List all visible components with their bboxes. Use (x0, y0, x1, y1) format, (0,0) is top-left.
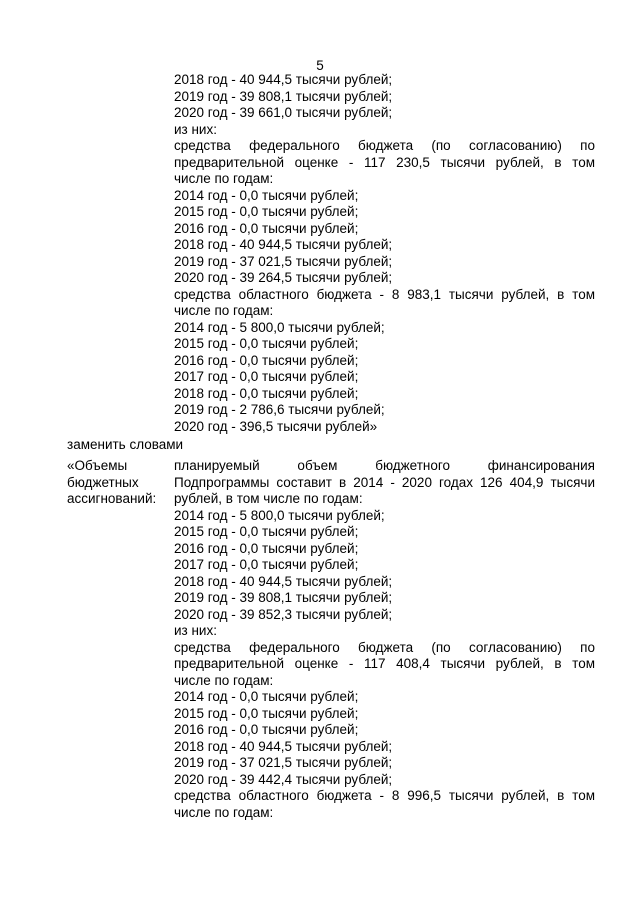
text-line: 2019 год - 39 808,1 тысячи рублей; (174, 590, 393, 605)
text-line: 2017 год - 0,0 тысячи рублей; (174, 557, 359, 572)
text-line: 2015 год - 0,0 тысячи рублей; (174, 524, 359, 539)
text-line: числе по годам: (174, 804, 274, 820)
replace-instruction: заменить словами (67, 437, 184, 452)
text-line: предварительной оценке - 117 230,5 тысячи рублей, в том (174, 154, 595, 170)
text-line: 2014 год - 0,0 тысячи рублей; (174, 187, 359, 203)
text-line: 2015 год - 0,0 тысячи рублей; (174, 705, 359, 721)
text-line: 2016 год - 0,0 тысячи рублей; (174, 722, 359, 737)
text-line: 2018 год - 40 944,5 тысячи рублей; (174, 573, 393, 589)
text-line: 2016 год - 0,0 тысячи рублей; (174, 352, 359, 368)
text-line: 2014 год - 5 800,0 тысячи рублей; (174, 319, 385, 335)
text-line: из них: (174, 623, 217, 638)
text-line: 2018 год - 40 944,5 тысячи рублей; (174, 237, 393, 252)
text-line: 2015 год - 0,0 тысячи рублей; (174, 336, 359, 351)
text-line: 2016 год - 0,0 тысячи рублей; (174, 220, 359, 236)
text-line: 2019 год - 37 021,5 тысячи рублей; (174, 253, 393, 269)
text-line: 2020 год - 39 442,4 тысячи рублей; (174, 771, 393, 787)
section-label-line: бюджетных (67, 474, 139, 490)
text-line: 2020 год - 39 661,0 тысячи рублей; (174, 105, 393, 120)
text-line: средства федерального бюджета (по согласованию) по (174, 138, 595, 153)
text-line: 2014 год - 5 800,0 тысячи рублей; (174, 507, 385, 523)
text-line: Подпрограммы составит в 2014 - 2020 годах 126 404,9 тысячи (174, 474, 595, 490)
text-line: 2018 год - 0,0 тысячи рублей; (174, 385, 359, 401)
text-line: 2019 год - 2 786,6 тысячи рублей; (174, 402, 385, 417)
text-line: средства федерального бюджета (по согласованию) по (174, 639, 595, 655)
text-line: 2018 год - 40 944,5 тысячи рублей; (174, 738, 393, 754)
section-label-line: «Объемы (67, 458, 128, 473)
text-line: 2020 год - 39 264,5 тысячи рублей; (174, 270, 393, 285)
text-line: рублей, в том числе по годам: (174, 491, 363, 506)
text-line: 2015 год - 0,0 тысячи рублей; (174, 204, 359, 219)
text-line: 2019 год - 39 808,1 тысячи рублей; (174, 88, 393, 104)
text-line: 2020 год - 396,5 тысячи рублей» (174, 418, 378, 434)
text-line: 2019 год - 37 021,5 тысячи рублей; (174, 755, 393, 770)
text-line: 2018 год - 40 944,5 тысячи рублей; (174, 72, 393, 87)
text-line: из них: (174, 121, 217, 137)
text-line: 2014 год - 0,0 тысячи рублей; (174, 689, 359, 704)
text-line: числе по годам: (174, 672, 274, 688)
section-label-line: ассигнований: (67, 491, 157, 506)
text-line: средства областного бюджета - 8 983,1 тысячи рублей, в том (174, 286, 595, 302)
text-line: 2020 год - 39 852,3 тысячи рублей; (174, 606, 393, 622)
text-line: числе по годам: (174, 303, 274, 318)
page-number: 5 (316, 58, 324, 73)
text-line: планируемый объем бюджетного финансирования (174, 458, 595, 473)
text-line: числе по годам: (174, 171, 274, 186)
text-line: 2016 год - 0,0 тысячи рублей; (174, 540, 359, 556)
text-line: средства областного бюджета - 8 996,5 тысячи рублей, в том (174, 788, 595, 803)
text-line: 2017 год - 0,0 тысячи рублей; (174, 369, 359, 384)
text-line: предварительной оценке - 117 408,4 тысячи рублей, в том (174, 656, 595, 671)
